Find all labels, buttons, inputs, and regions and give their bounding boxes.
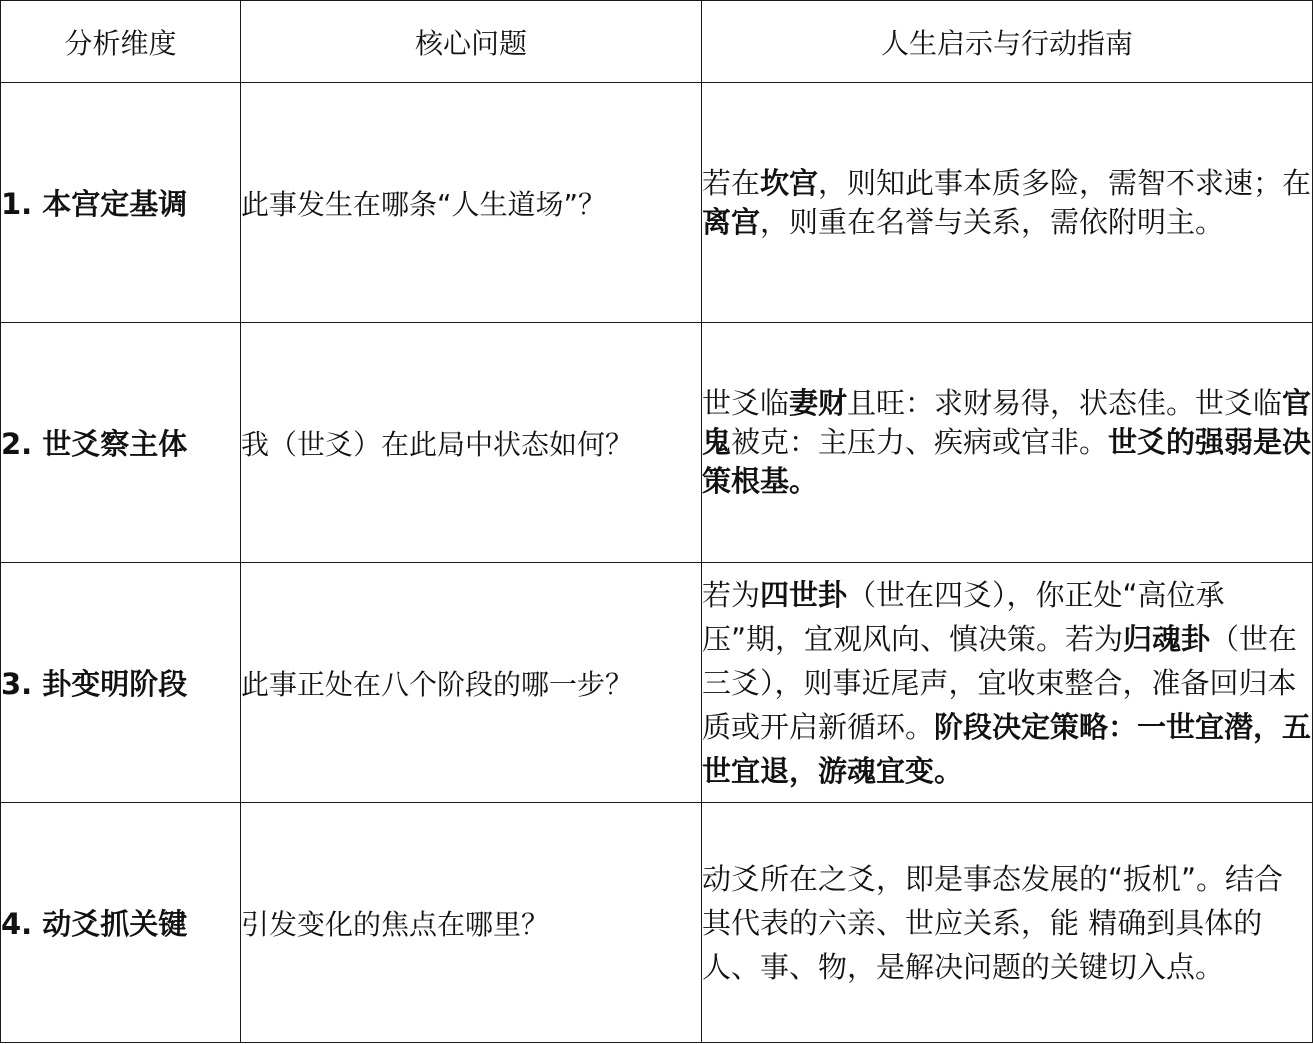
guidance-text: （世在三爻），则事近尾声，宜收束整合，准备回归本质或开启新循环。 <box>702 621 1298 744</box>
emphasis-text: 离宫 <box>702 204 761 239</box>
header-question: 核心问题 <box>241 1 702 83</box>
question-cell: 引发变化的焦点在哪里？ <box>241 803 702 1043</box>
guidance-text: 世爻临 <box>702 386 790 420</box>
table-row <box>1 323 1313 563</box>
emphasis-text: 坎宫 <box>760 165 819 200</box>
guidance-text: ，则知此事本质多险，需智不求速；在 <box>818 165 1312 200</box>
guidance-text: 若在 <box>702 165 761 200</box>
dimension-cell: 4. 动爻抓关键 <box>1 803 241 1043</box>
guidance-cell <box>702 563 1313 803</box>
guidance-text: 且旺：求财易得，状态佳。世爻临 <box>847 386 1283 420</box>
emphasis-text: 世爻的强弱是决策根基。 <box>702 425 1312 498</box>
question-cell: 我（世爻）在此局中状态如何？ <box>241 323 702 563</box>
guidance-text: ，则重在名誉与关系，需依附明主。 <box>760 204 1225 239</box>
emphasis-text: 四世卦 <box>760 577 848 612</box>
header-guidance: 人生启示与行动指南 <box>702 1 1313 83</box>
emphasis-text: 归魂卦 <box>1123 621 1211 656</box>
header-row <box>1 1 1313 83</box>
dimension-cell: 1. 本宫定基调 <box>1 83 241 323</box>
emphasis-text: 妻财 <box>789 386 848 420</box>
guidance-cell <box>702 83 1313 323</box>
question-cell: 此事发生在哪条“人生道场”？ <box>241 83 702 323</box>
table-row <box>1 803 1313 1043</box>
guidance-text: 被克：主压力、疾病或官非。 <box>731 425 1109 459</box>
guidance-text: 若为 <box>702 577 761 612</box>
table-row <box>1 563 1313 803</box>
dimension-cell: 3. 卦变明阶段 <box>1 563 241 803</box>
dimension-cell: 2. 世爻察主体 <box>1 323 241 563</box>
question-cell: 此事正处在八个阶段的哪一步？ <box>241 563 702 803</box>
guidance-cell <box>702 803 1313 1043</box>
emphasis-text: 官鬼 <box>702 386 1312 459</box>
guidance-text: （世在四爻），你正处“高位承压”期，宜观风向、慎决策。若为 <box>702 577 1225 656</box>
table-row <box>1 83 1313 323</box>
emphasis-text: 阶段决定策略：一世宜潜，五世宜退，游魂宜变。 <box>702 709 1312 788</box>
header-dimension: 分析维度 <box>1 1 241 83</box>
guidance-cell <box>702 323 1313 563</box>
guidance-text: 动爻所在之爻，即是事态发展的“扳机”。结合其代表的六亲、世应关系，能 精确到具体的人、事、物，是解决问题的关键切入点。 <box>702 861 1284 984</box>
